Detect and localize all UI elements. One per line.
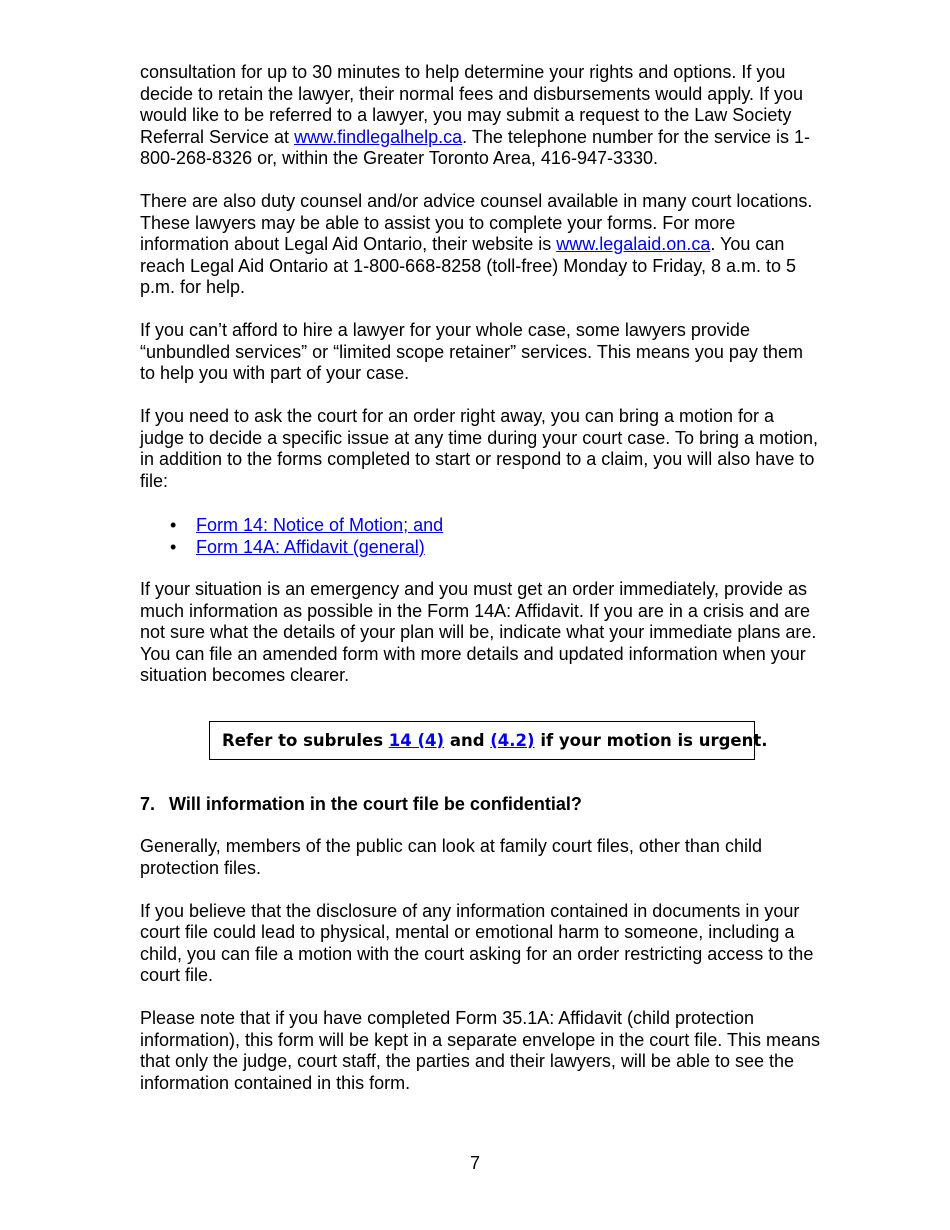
forms-list xyxy=(140,514,820,558)
urgent-motion-callout xyxy=(209,721,768,760)
referral-service-paragraph xyxy=(140,62,820,170)
paragraph-text: There are also duty counsel and/or advice counsel available in many court locations. These lawyers may be able to assist you to complete your forms. For more information about Legal Aid Ontario, their website is xyxy=(140,191,813,254)
findlegalhelp-link[interactable]: www.findlegalhelp.ca xyxy=(294,126,463,147)
callout-text: if your motion is urgent. xyxy=(534,730,768,750)
paragraph-text: . You can reach Legal Aid Ontario at 1-800-668-8258 (toll-free) Monday to Friday, 8 a.m. to 5 p.m. for help. xyxy=(140,234,797,297)
legalaid-link[interactable]: www.legalaid.on.ca xyxy=(556,234,711,254)
page-number: 7 xyxy=(469,1153,480,1173)
unbundled-services-paragraph: If you can’t afford to hire a lawyer for your whole case, some lawyers provide “unbundled services” or “limited scope retainer” services. This means you pay them to help you with part of your case. xyxy=(140,320,803,383)
section-title: Will information in the court file be confidential? xyxy=(169,793,582,814)
form-14a-link[interactable]: Form 14A: Affidavit (general) xyxy=(196,536,425,557)
section-heading xyxy=(140,794,820,816)
restrict-access-paragraph: If you believe that the disclosure of any information contained in documents in your court file could lead to physical, mental or emotional harm to someone, including a child, you can file a motion with the court asking for an order restricting access to the court file. xyxy=(140,900,814,985)
subrule-4-2-link[interactable]: (4.2) xyxy=(490,730,535,750)
paragraph-text: consultation for up to 30 minutes to help determine your rights and options. If you decide to retain the lawyer, their normal fees and disbursements would apply. If you would like to be referred to a lawyer, you may submit a request to the Law Society Referral Service at xyxy=(140,62,804,147)
callout-text: Refer to subrules xyxy=(222,730,389,750)
subrule-14-4-link[interactable]: 14 (4) xyxy=(388,730,445,750)
form-14-link[interactable]: Form 14: Notice of Motion; and xyxy=(196,514,444,535)
section-number: 7. xyxy=(140,793,156,814)
emergency-paragraph: If your situation is an emergency and you must get an order immediately, provide as much information as possible in the Form 14A: Affidavit. If you are in a crisis and are not sure what the details of your plan will be, indicate what your immediate plans are. You can file an amended form with more details and updated information when your situation becomes clearer. xyxy=(140,579,817,685)
paragraph-text: . The telephone number for the service is 1-800-268-8326 or, within the Greater Toronto Area, 416-947-3330. xyxy=(140,126,811,168)
list-item xyxy=(140,514,820,536)
document-page xyxy=(140,62,820,1116)
bullet-icon: • xyxy=(170,536,177,557)
duty-counsel-paragraph xyxy=(140,191,820,299)
callout-text: and xyxy=(444,730,491,750)
motion-paragraph: If you need to ask the court for an order right away, you can bring a motion for a judge to decide a specific issue at any time during your court case. To bring a motion, in addition to the forms completed to start or respond to a claim, you will also have to file: xyxy=(140,406,819,491)
bullet-icon: • xyxy=(170,514,177,535)
public-access-paragraph: Generally, members of the public can look at family court files, other than child protection files. xyxy=(140,836,762,878)
child-protection-paragraph: Please note that if you have completed Form 35.1A: Affidavit (child protection information), this form will be kept in a separate envelope in the court file. This means that only the judge, court staff, the parties and their lawyers, will be able to see the information contained in this form. xyxy=(140,1008,821,1093)
list-item xyxy=(140,536,820,558)
